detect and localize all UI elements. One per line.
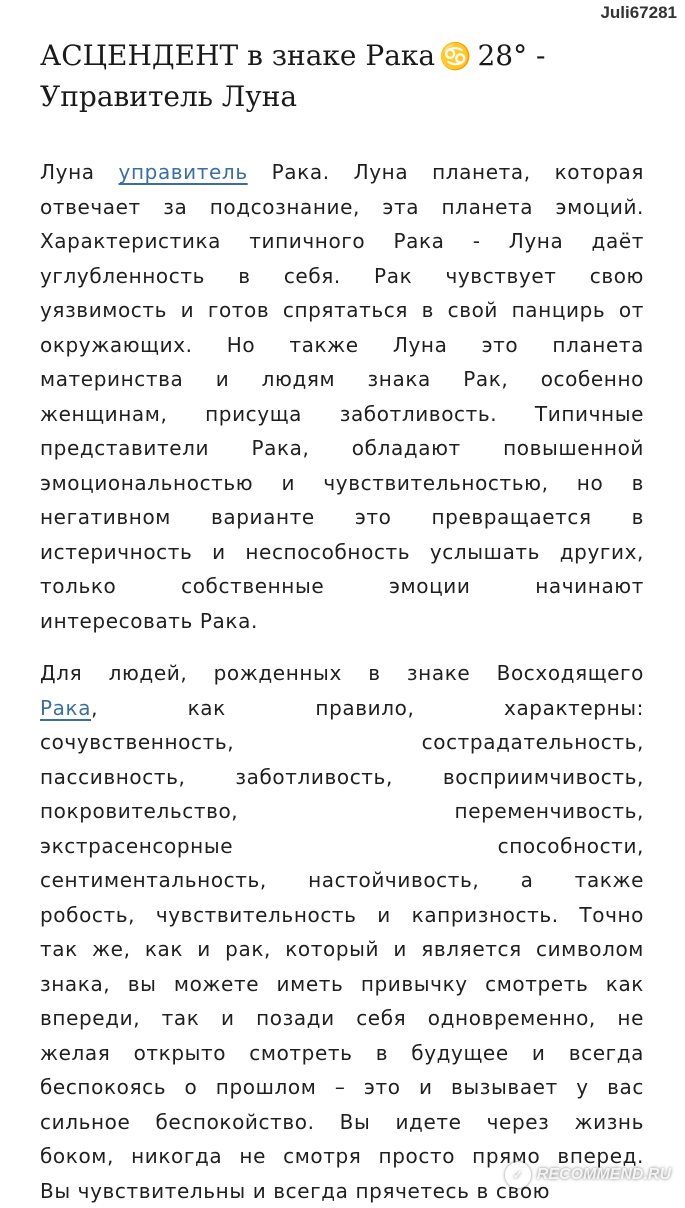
article — [40, 36, 644, 1208]
text-line: сочувственность, сострадательность, — [40, 725, 644, 760]
text-line: негативном варианте это превращается в — [40, 500, 644, 535]
text-line: так же, как и рак, который и является символом — [40, 932, 644, 967]
inline-link[interactable]: управитель — [119, 160, 248, 184]
paragraph-1 — [40, 155, 644, 638]
inline-link[interactable]: Рака — [40, 696, 91, 720]
text-line: интересовать Рака. — [40, 604, 644, 639]
text-line: эмоциональностью и чувствительностью, но в — [40, 466, 644, 501]
text-line: желая открыто смотреть в будущее и всегда — [40, 1036, 644, 1071]
text-line: углубленность в себя. Рак чувствует свою — [40, 259, 644, 294]
text-line: впереди, так и позади себя одновременно, не — [40, 1001, 644, 1036]
paragraph-2 — [40, 656, 644, 1208]
text-line: знака, вы можете иметь привычку смотреть как — [40, 967, 644, 1002]
recommend-logo-icon: ✓ — [505, 1162, 531, 1188]
text-segment: Луна — [40, 160, 119, 184]
text-line: окружающих. Но также Луна это планета — [40, 328, 644, 363]
recommend-watermark — [505, 1162, 671, 1188]
text-line: робость, чувствительность и капризность. Точно — [40, 898, 644, 933]
text-line: пассивность, заботливость, восприимчивость, — [40, 760, 644, 795]
text-line: Характеристика типичного Рака - Луна даёт — [40, 224, 644, 259]
text-line: беспокоясь о прошлом – это и вызывает у вас — [40, 1070, 644, 1105]
text-line: отвечает за подсознание, эта планета эмоций. — [40, 190, 644, 225]
title-line2: Управитель Луна — [40, 80, 297, 113]
title-part2: 28° - — [477, 39, 545, 72]
text-line: истеричность и неспособность услышать других, — [40, 535, 644, 570]
text-line: только собственные эмоции начинают — [40, 569, 644, 604]
title-part1: АСЦЕНДЕНТ в знаке Рака — [40, 39, 435, 72]
article-title — [40, 36, 644, 117]
text-line — [40, 691, 644, 726]
watermark-text: RECOMMEND.RU — [537, 1166, 671, 1184]
text-line — [40, 155, 644, 190]
author-username[interactable]: Juli67281 — [600, 3, 677, 23]
text-line: материнства и людям знака Рак, особенно — [40, 362, 644, 397]
text-line: боком, никогда не смотря просто прямо вперед. — [40, 1139, 644, 1174]
text-line: уязвимость и готов спрятаться в свой панцирь от — [40, 293, 644, 328]
text-line: Для людей, рожденных в знаке Восходящего — [40, 656, 644, 691]
text-segment: , как правило, характерны: — [91, 696, 644, 720]
text-line: Вы чувствительны и всегда прячетесь в свою — [40, 1174, 644, 1208]
text-line: покровительство, переменчивость, — [40, 794, 644, 829]
cancer-zodiac-icon: ♋ — [439, 42, 471, 72]
text-line: сентиментальность, настойчивость, а также — [40, 863, 644, 898]
text-line: экстрасенсорные способности, — [40, 829, 644, 864]
text-line: представители Рака, обладают повышенной — [40, 431, 644, 466]
text-line: женщинам, присуща заботливость. Типичные — [40, 397, 644, 432]
text-segment: Рака. Луна планета, которая — [248, 160, 644, 184]
text-line: сильное беспокойство. Вы идете через жизнь — [40, 1105, 644, 1140]
